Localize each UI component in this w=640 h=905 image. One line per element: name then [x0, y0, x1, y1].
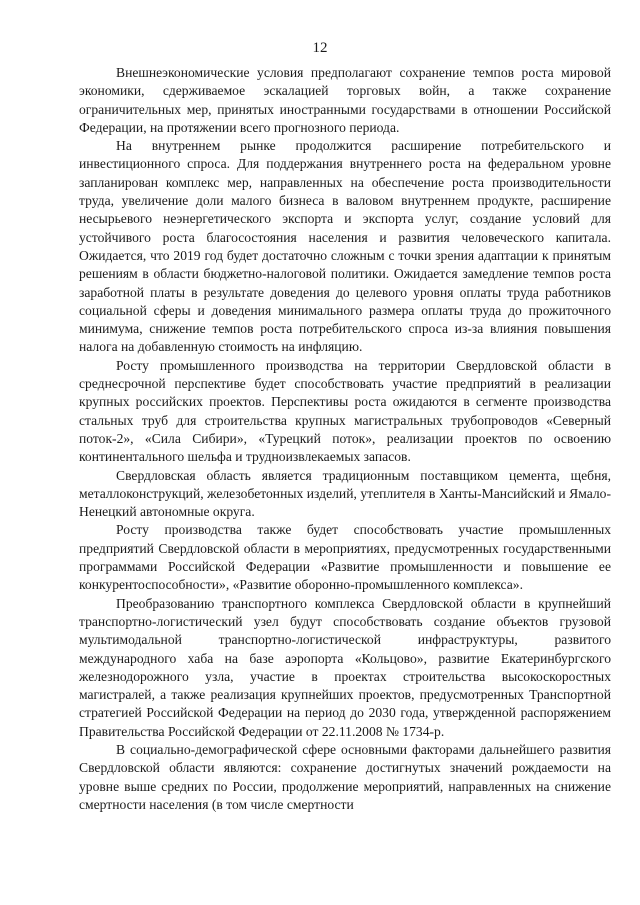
- paragraph-building-materials-supplier: Свердловская область является традиционным поставщиком цемента, щебня, металлоконструкций, железобетонных изделий, утеплителя в Ханты-Мансийский и Ямало-Ненецкий автономные округа.: [79, 467, 611, 520]
- paragraph-socio-demographic: В социально-демографической сфере основными факторами дальнейшего развития Свердловской области являются: сохранение достигнутых значений рождаемости на уровне выше средних по России, продолжение мероприятий, направленных на снижение смертности населения (в том числе смертности: [79, 741, 611, 812]
- paragraph-foreign-economic-conditions: Внешнеэкономические условия предполагают сохранение темпов роста мировой экономики, сдерживаемое эскалацией торговых войн, а также сохранение ограничительных мер, принятых иностранными государствами в отношении Российской Федерации, на протяжении всего прогнозного периода.: [79, 65, 611, 135]
- document-body: [79, 64, 611, 814]
- paragraph-domestic-market: На внутреннем рынке продолжится расширение потребительского и инвестиционного спроса. Для поддержания внутреннего роста на федеральном уровне запланирован комплекс мер, направленных на обеспечение роста производительности труда, увеличение доли малого бизнеса в валовом внутреннем продукте, расширение несырьевого неэнергетического экспорта и экспорта услуг, создание условий для устойчивого роста благосостояния населения и развития человеческого капитала. Ожидается, что 2019 год будет достаточно сложным с точки зрения адаптации к принятым решениям в области бюджетно-налоговой политики. Ожидается замедление темпов роста заработной платы в результате доведения до целевого уровня оплаты труда работников социальной сферы и доведения минимального размера оплаты труда до прожиточного минимума, снижение темпов роста потребительского спроса из-за влияния повышения налога на добавленную стоимость на инфляцию.: [79, 138, 611, 355]
- paragraph-transport-complex: Преобразованию транспортного комплекса Свердловской области в крупнейший транспортно-логистический узел будут способствовать создание объектов грузовой мультимодальной транспортно-логистической инфраструктуры, развитого международного хаба на базе аэропорта «Кольцово», развитие Екатеринбургского железнодорожного узла, участие в проектах строительства высокоскоростных магистралей, а также реализация крупнейших проектов, предусмотренных Транспортной стратегией Российской Федерации на период до 2030 года, утвержденной распоряжением Правительства Российской Федерации от 22.11.2008 № 1734-р.: [79, 595, 611, 739]
- paragraph-state-programs: Росту производства также будет способствовать участие промышленных предприятий Свердловской области в мероприятиях, предусмотренных государственными программами Российской Федерации «Развитие промышленности и повышение ее конкурентоспособности», «Развитие оборонно-промышленного комплекса».: [79, 522, 611, 593]
- page-number: 12: [312, 40, 328, 56]
- paragraph-industrial-production: Росту промышленного производства на территории Свердловской области в среднесрочной перспективе будет способствовать участие предприятий в реализации крупных российских проектов. Перспективы роста ожидаются в сегменте производства стальных труб для строительства крупных магистральных трубопроводов «Северный поток-2», «Сила Сибири», «Турецкий поток», реализации проектов по освоению континентального шельфа и трудноизвлекаемых запасов.: [79, 357, 611, 465]
